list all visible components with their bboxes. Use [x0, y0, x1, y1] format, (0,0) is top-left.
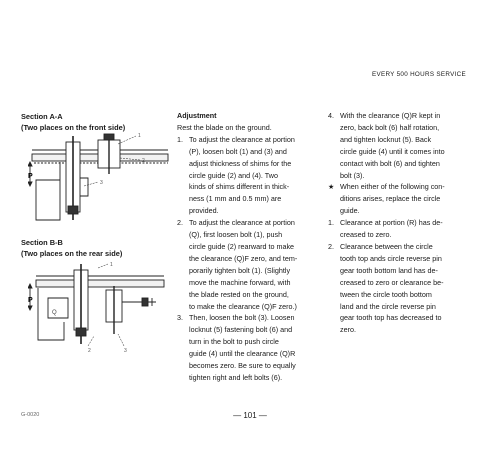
- adjustment-intro: Rest the blade on the ground.: [177, 122, 272, 132]
- step-line: ness (1 mm and 0.5 mm) are: [189, 194, 282, 204]
- diagram-b-p-label: P: [28, 297, 33, 304]
- condition-line: creased to zero.: [340, 230, 392, 240]
- step-line: circle guide (2) and (4). Two: [189, 170, 278, 180]
- step-line: adjust thickness of shims for the: [189, 158, 292, 168]
- page-number: — 101 —: [233, 411, 267, 420]
- section-a-subtitle: (Two places on the front side): [21, 122, 126, 132]
- step-line: circle guide (2) rearward to make: [189, 241, 295, 251]
- condition-line: tween the circle tooth bottom: [340, 289, 432, 299]
- adjustment-step: [177, 134, 331, 217]
- step-4-list: [328, 110, 474, 217]
- condition-line: land and the circle reverse pin: [340, 301, 436, 311]
- diagram-b-q-label: Q: [52, 310, 57, 316]
- condition-line: Clearance at portion (R) has de-: [340, 218, 443, 228]
- adjustment-step-4: [328, 110, 474, 181]
- step-line: (Q), first loosen bolt (1), push: [189, 230, 283, 240]
- condition-number: 1.: [328, 218, 334, 228]
- step-line: to make the clearance (Q)F zero.): [189, 301, 297, 311]
- adjustment-steps: [177, 134, 331, 384]
- condition-line: gear tooth top has decreased to: [340, 313, 442, 323]
- step-line: provided.: [189, 206, 219, 216]
- step-number: 1.: [177, 134, 183, 144]
- diagram-b-callout-3: 3: [124, 348, 127, 354]
- diagram-a-callout-2: 2: [142, 158, 145, 164]
- condition-line: zero.: [340, 325, 356, 335]
- star-bullet-icon: ★: [328, 182, 335, 192]
- step-line: becomes zero. Be sure to equally: [189, 361, 296, 371]
- replacement-note: [328, 181, 474, 217]
- step-line: Then, loosen the bolt (3). Loosen: [189, 313, 295, 323]
- adjustment-step: [177, 217, 331, 312]
- condition-line: creased to zero or clearance be-: [340, 277, 444, 287]
- step-line: zero, back bolt (6) half rotation,: [340, 122, 440, 132]
- adjustment-step: [177, 312, 331, 383]
- step-line: kinds of shims different in thick-: [189, 182, 290, 192]
- step-line: porarily tighten bolt (1). (Slightly: [189, 265, 291, 275]
- step-line: guide (4) until the clearance (Q)R: [189, 349, 296, 359]
- step-line: circle guide (4) until it comes into: [340, 146, 445, 156]
- diagram-a-callout-1: 1: [138, 133, 141, 139]
- step-line: With the clearance (Q)R kept in: [340, 111, 441, 120]
- replacement-conditions: [328, 217, 474, 336]
- diagram-a-p-label: P: [28, 173, 33, 180]
- step-line: the clearance (Q)F zero, and tem-: [189, 253, 298, 263]
- step-line: tighten right and left bolts (6).: [189, 372, 283, 382]
- condition-line: gear tooth bottom land has de-: [340, 265, 438, 275]
- section-a-heading: [21, 112, 125, 133]
- section-b-title: Section B-B: [21, 238, 63, 247]
- diagram-b-callout-2: 2: [88, 348, 91, 354]
- condition-line: Clearance between the circle: [340, 241, 433, 251]
- footer-code: G-0020: [21, 412, 40, 418]
- section-a-title: Section A-A: [21, 112, 63, 121]
- step-line: bolt (3).: [340, 170, 365, 180]
- condition-line: tooth top ands circle reverse pin: [340, 253, 442, 263]
- diagram-a-callout-3: 3: [100, 180, 103, 186]
- condition-number: 2.: [328, 241, 334, 251]
- note-line: guide.: [340, 206, 360, 216]
- section-b-subtitle: (Two places on the rear side): [21, 248, 123, 258]
- condition-item: [328, 241, 474, 336]
- step-line: turn in the bolt to push circle: [189, 337, 279, 347]
- adjustment-column: [177, 110, 331, 384]
- diagram-section-a: [28, 132, 178, 228]
- step-line: locknut (5) fastening bolt (6) and: [189, 325, 293, 335]
- step-number: 3.: [177, 313, 183, 323]
- step-line: To adjust the clearance at portion: [189, 134, 295, 144]
- running-header: EVERY 500 HOURS SERVICE: [371, 71, 466, 78]
- step-number: 4.: [328, 111, 334, 120]
- adjustment-title: Adjustment: [177, 111, 217, 120]
- step-line: the blade rested on the ground,: [189, 289, 289, 299]
- note-line: ditions arises, replace the circle: [340, 194, 441, 204]
- step-line: and tighten locknut (5). Back: [340, 134, 432, 144]
- diagram-section-b: [28, 262, 178, 354]
- condition-item: [328, 217, 474, 241]
- right-column: [328, 110, 474, 336]
- note-line: When either of the following con-: [340, 182, 445, 192]
- step-line: To adjust the clearance at portion: [189, 218, 295, 228]
- step-line: move the machine forward, with: [189, 277, 291, 287]
- step-line: contact with bolt (6) and tighten: [340, 158, 440, 168]
- step-line: (P), loosen bolt (1) and (3) and: [189, 146, 287, 156]
- diagram-b-callout-1: 1: [110, 262, 113, 268]
- step-number: 2.: [177, 218, 183, 228]
- section-b-heading: [21, 238, 122, 259]
